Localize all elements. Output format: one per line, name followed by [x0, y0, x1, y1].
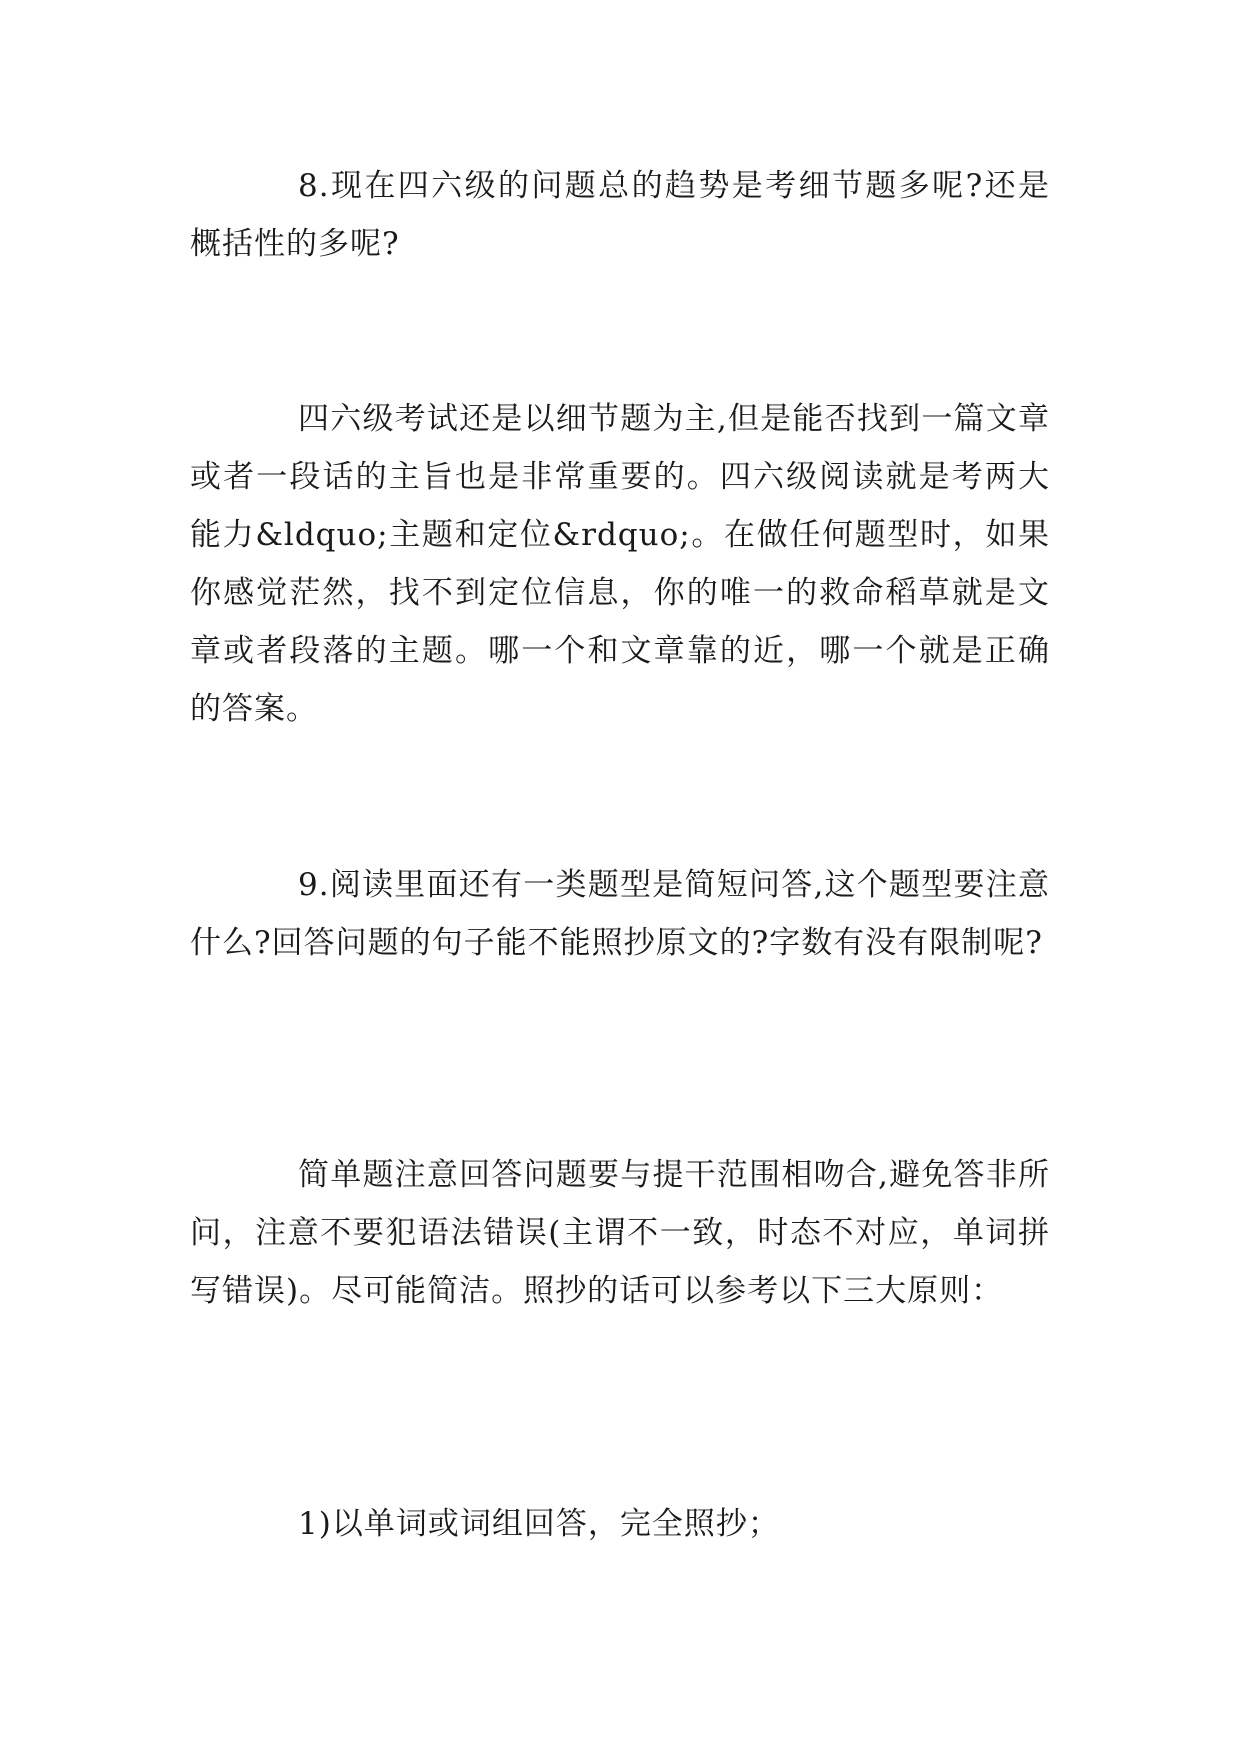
question-8-paragraph: 8.现在四六级的问题总的趋势是考细节题多呢?还是概括性的多呢?: [190, 168, 1050, 262]
rule-1-paragraph: 1)以单词或词组回答，完全照抄；: [298, 1506, 780, 1542]
question-9-paragraph: 9.阅读里面还有一类题型是简短问答,这个题型要注意什么?回答问题的句子能不能照抄原文的?字数有没有限制呢?: [190, 867, 1050, 961]
answer-9-paragraph: 简单题注意回答问题要与提干范围相吻合,避免答非所问，注意不要犯语法错误(主谓不一致，时态不对应，单词拼写错误)。尽可能简洁。照抄的话可以参考以下三大原则：: [190, 1157, 1050, 1309]
answer-8-paragraph: 四六级考试还是以细节题为主,但是能否找到一篇文章或者一段话的主旨也是非常重要的。四六级阅读就是考两大能力&ldquo;主题和定位&rdquo;。在做任何题型时，如果你感觉茫然，找不到定位信息，你的唯一的救命稻草就是文章或者段落的主题。哪一个和文章靠的近，哪一个就是正确的答案。: [190, 401, 1050, 727]
